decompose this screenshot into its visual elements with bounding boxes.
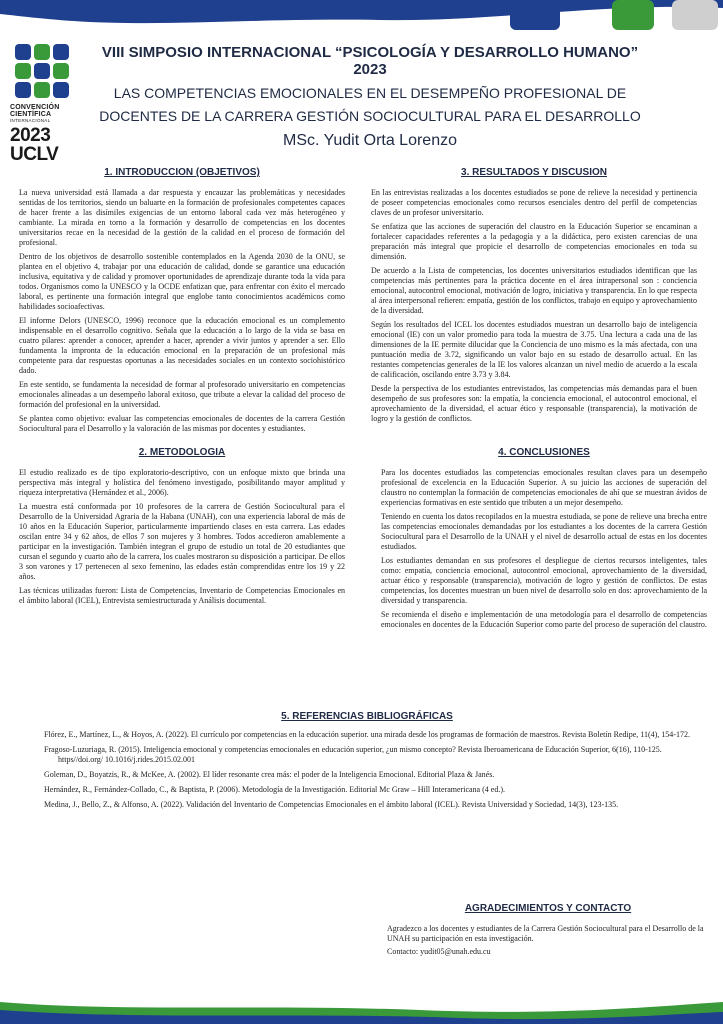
logo-line1: CONVENCIÓN CIENTÍFICA — [10, 104, 60, 118]
reference-item: Flórez, E., Martínez, L., & Hoyos, A. (2022). El currículo por competencias en la educación superior. una mirada desde los programas de formación de maestros. Revista Boletín Redipe, 11(4), 154-172. — [44, 730, 690, 739]
author-name: MSc. Yudit Orta Lorenzo — [282, 132, 457, 149]
contact-email[interactable]: Contacto: yudit05@unah.edu.cu — [387, 947, 491, 956]
poster-title-line1: LAS COMPETENCIAS EMOCIONALES EN EL DESEMPEÑO PROFESIONAL DE — [113, 85, 627, 101]
section-introduction — [19, 168, 345, 438]
logo-square — [15, 63, 31, 79]
reference-item: Fragoso-Luzuriaga, R. (2015). Inteligencia emocional y competencias emocionales en educación superior, ¿un mismo concepto? Revista Iberoamericana de Educación Superior, 6(16), 110-125. https//doi.org/ 10.1016/j.rides.2015.02.001 — [44, 745, 662, 764]
logo-square — [53, 82, 69, 98]
top-decorative-banner — [0, 0, 723, 36]
section-methodology — [19, 448, 345, 610]
section-title: 5. REFERENCIAS BIBLIOGRÁFICAS — [281, 711, 453, 722]
paragraph: Dentro de los objetivos de desarrollo sostenible contemplados en la Agenda 2030 de la ONU, se plantea en el objetivo 4, trabajar por una educación de calidad, donde se garantice una educación inclusiva, equitativa y de calidad y promover oportunidades de aprendizaje durante toda la vida para todos. Organismos como la UNESCO y la OCDE enfatizan que, para enfrentar con éxito el mercado laboral, es pertinente una formación integral que englobe tanto conocimientos académicos como habilidades socioafectivas. — [19, 252, 345, 311]
logo-square — [34, 63, 50, 79]
top-banner-navy-block — [510, 0, 560, 30]
poster-header — [90, 44, 650, 150]
paragraph: Teniendo en cuenta los datos recopilados en la muestra estudiada, se pone de relieve una brecha entre las competencias emocionales demandadas por los estudiantes a los docentes de la carrera Gestión Sociocultural para el Desarrollo de la UNAH y el nivel de desarrollo actual de estas en los docentes estudiados. — [381, 512, 707, 551]
section-results — [371, 168, 697, 428]
logo-square — [53, 44, 69, 60]
reference-item: Medina, J., Bello, Z., & Alfonso, A. (2022). Validación del Inventario de Competencias Emocionales en el ámbito laboral (ICEL). Revista Universidad y Sociedad, 14(3), 123-135. — [44, 800, 619, 809]
logo-square — [15, 44, 31, 60]
section-acknowledgements — [387, 904, 709, 960]
section-title: 3. RESULTADOS Y DISCUSION — [461, 167, 607, 178]
logo-square-grid — [15, 44, 70, 98]
section-title: 2. METODOLOGIA — [138, 447, 226, 458]
logo-line2: INTERNACIONAL — [10, 118, 51, 123]
logo-square — [34, 82, 50, 98]
reference-item: Hernández, R., Fernández-Collado, C., & Baptista, P. (2006). Metodología de la Investigación. Editorial Mc Graw – Hill Interamericana (4 ed.). — [44, 785, 505, 794]
paragraph: De acuerdo a la Lista de competencias, los docentes universitarios estudiados identifican que las competencias más pertinentes para la práctica docente en el área intrapersonal son : conciencia emocional, autocontrol emocional, motivación de logro, iniciativa y transparencia. En lo que respecta al área interpersonal refieren: empatía, gestión de los conflictos, trabajo en equipo y aprovechamiento de la diversidad. — [371, 266, 697, 315]
paragraph: La muestra está conformada por 10 profesores de la carrera de Gestión Sociocultural para el Desarrollo de la Universidad Agraria de la Habana (UNAH), con una experiencia laboral de más de 10 años en la Educación Superior, particularmente impartiendo clases en esta carrera. Las edades oscilan entre 34 y 62 años, de ellos 7 son mujeres y 3 hombres. Todos accedieron amablemente a participar en la investigación. También integran el grupo de estudio un total de 20 estudiantes que cursan el segundo y cuarto año de la carrera, los cuales mostraron su disposición a participar. De ellos 3 son varones y 17 pertenecen al sexo femenino, las edades están comprendidas entre los 19 y 22 años. — [19, 502, 345, 581]
paragraph: El estudio realizado es de tipo exploratorio-descriptivo, con un enfoque mixto que brinda una perspectiva más integral y holística del fenómeno investigado, posibilitando mayor amplitud y riqueza interpretativa (Hernández et al., 2006). — [19, 468, 345, 497]
paragraph: El informe Delors (UNESCO, 1996) reconoce que la educación emocional es un complemento indispensable en el desarrollo cognitivo. Señala que la educación a lo largo de la vida se basa en cuatro pilares: aprender a conocer, aprender a hacer, aprender a vivir juntos y aprender a ser. Ello fundamenta la impronta de la educación emocional en la preparación de un profesional más competente para dar respuestas oportunas a las necesidades sociales en un contexto sociohistórico dado. — [19, 316, 345, 375]
top-banner-green-block — [612, 0, 654, 30]
paragraph: Según los resultados del ICEL los docentes estudiados muestran un desarrollo bajo de inteligencia emocional (IE) con un valor promedio para toda la muestra de 3.75. Una lectura a cada una de las dimensiones de la IE permite dilucidar que la Conciencia de uno mismo es la más afectada, con una puntuación media de 3.72, significando un valor bajo en su estado de desarrollo actual. En las restantes competencias generales de la IE los valores alcanzan un nivel medio de acuerdo a la escala de calificación, oscilando entre 3.73 y 3.84. — [371, 320, 697, 379]
event-logo — [10, 44, 70, 164]
paragraph: Los estudiantes demandan en sus profesores el despliegue de ciertos recursos inteligentes, tales como: empatía, conciencia emocional, autocontrol emocional, aprovechamiento de la diversidad, actuar ético y responsable (transparencia), motivación de logro y gestión de conflictos. De estas competencias, los docentes muestran un buen nivel de desarrollo solo en dos: aprovechamiento de la diversidad y transparencia. — [381, 556, 707, 605]
paragraph: Las técnicas utilizadas fueron: Lista de Competencias, Inventario de Competencias Emocionales en el ámbito laboral (ICEL), Entrevista semiestructurada y Análisis documental. — [19, 586, 345, 605]
section-title: 1. INTRODUCCION (OBJETIVOS) — [104, 167, 260, 178]
event-title-line1: VIII SIMPOSIO INTERNACIONAL “PSICOLOGÍA Y DESARROLLO HUMANO” — [101, 44, 639, 61]
reference-item: Goleman, D., Boyatzis, R., & McKee, A. (2002). El líder resonante crea más: el poder de la Inteligencia Emocional. Editorial Plaza & Janés. — [44, 770, 495, 779]
section-conclusions — [381, 448, 707, 634]
paragraph: La nueva universidad está llamada a dar respuesta y encauzar las problemáticas y necesidades sentidas de los territorios, siendo un baluarte en la formación de profesionales competentes capaces de hacer frente a las disímiles exigencias de un entorno laboral cada vez más heterogéneo y cambiante. La mirada en torno a la formación y desarrollo de competencias en los docentes universitarios recae en la necesidad de la gestión de la calidad en el proceso de formación del profesional. — [19, 188, 345, 247]
logo-university: UCLV — [10, 143, 59, 165]
logo-square — [34, 44, 50, 60]
paragraph: En las entrevistas realizadas a los docentes estudiados se pone de relieve la necesidad y pertinencia de poseer competencias emocionales como recursos esenciales dentro del perfil de competencias claves de un profesor universitario. — [371, 188, 697, 217]
paragraph: Para los docentes estudiados las competencias emocionales resultan claves para un desempeño profesional de excelencia en la Educación Superior. A su juicio las acciones de superación del claustro no contemplan la formación de competencias emocionales de ahí que se muestran ávidos de experiencias formativas en este sentido que tributen a un mejor desempeño. — [381, 468, 707, 507]
poster-title-line2: DOCENTES DE LA CARRERA GESTIÓN SOCIOCULTURAL PARA EL DESARROLLO — [99, 108, 641, 124]
paragraph: Se plantea como objetivo: evaluar las competencias emocionales de docentes de la carrera Gestión Sociocultural para el Desarrollo y la valoración de las mismas por docentes y estudiantes. — [19, 414, 345, 433]
logo-square — [53, 63, 69, 79]
logo-year: 2023 — [10, 124, 51, 146]
event-title-line2: 2023 — [353, 61, 387, 78]
logo-square — [15, 82, 31, 98]
bottom-decorative-banner — [0, 994, 723, 1024]
paragraph: Se enfatiza que las acciones de superación del claustro en la Educación Superior se encaminan a fortalecer capacidades referentes a la pedagogía y a la didáctica, pero existen carencias de una preparación más integral que propicie el desarrollo de competencias emocionales en toda su dimensión. — [371, 222, 697, 261]
paragraph: Desde la perspectiva de los estudiantes entrevistados, las competencias más demandas para el buen desempeño de sus profesores son: la empatía, la conciencia emocional, el autocontrol emocional, el aprovechamiento de la diversidad, el actuar ético y responsable (transparencia), la motivación de logro y la gestión de conflictos. — [371, 384, 697, 423]
section-title: 4. CONCLUSIONES — [498, 447, 590, 458]
top-banner-gray-block — [672, 0, 718, 30]
section-references — [44, 712, 690, 815]
acknowledgement-text: Agradezco a los docentes y estudiantes de la Carrera Gestión Sociocultural para el Desarrollo de la UNAH su participación en esta investigación. — [387, 924, 704, 943]
paragraph: En este sentido, se fundamenta la necesidad de formar al profesorado universitario en competencias emocionales alineadas a un desempeño laboral exitoso, que tribute a elevar la calidad del proceso de formación del profesional en la universidad. — [19, 380, 345, 409]
paragraph: Se recomienda el diseño e implementación de una metodología para el desarrollo de competencias emocionales en docentes de la Educación Superior como parte del proceso de superación del claustro. — [381, 610, 707, 629]
section-title: AGRADECIMIENTOS Y CONTACTO — [464, 903, 632, 914]
